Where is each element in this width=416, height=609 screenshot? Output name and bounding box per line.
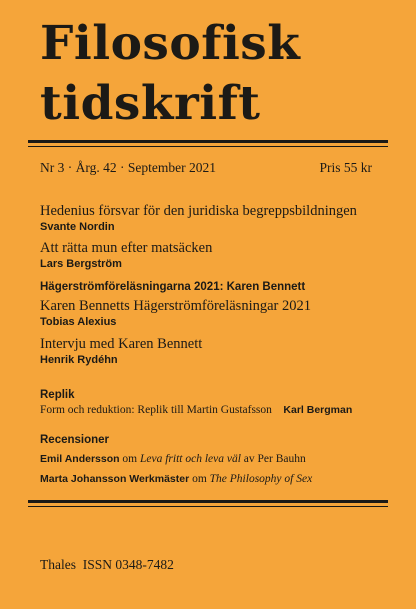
replik-heading: Replik	[40, 389, 75, 401]
review-author: Emil Andersson	[40, 453, 120, 465]
recensioner-section	[40, 434, 109, 446]
article-3	[40, 298, 385, 329]
journal-title-line-1: Filosofisk	[40, 16, 301, 71]
article-2	[40, 240, 385, 271]
review-work: Leva fritt och leva väl	[140, 453, 241, 465]
article-author: Henrik Rydéhn	[40, 354, 118, 366]
article-title: Att rätta mun efter matsäcken	[40, 240, 213, 256]
review-work: The Philosophy of Sex	[209, 473, 313, 485]
review-om: om	[122, 453, 138, 465]
replik-author: Karl Bergman	[283, 404, 353, 416]
article-4	[40, 336, 385, 367]
replik-text: Form och reduktion: Replik till Martin Gustafsson	[40, 404, 272, 416]
bottom-thick-rule	[28, 500, 388, 503]
journal-title-line-2: tidskrift	[40, 76, 261, 131]
article-author: Svante Nordin	[40, 221, 115, 233]
section-heading: Hägerströmföreläsningarna 2021: Karen Bennett	[40, 281, 306, 293]
recensioner-heading: Recensioner	[40, 434, 110, 446]
top-thin-rule	[28, 146, 388, 147]
article-title: Intervju med Karen Bennett	[40, 336, 203, 352]
price: Pris 55 kr	[319, 160, 372, 175]
top-thick-rule	[28, 140, 388, 143]
article-title: Hedenius försvar för den juridiska begreppsbildningen	[40, 203, 357, 219]
review-by: av Per Bauhn	[243, 453, 306, 465]
publisher-issn: Thales ISSN 0348-7482	[40, 557, 174, 572]
review-author: Marta Johansson Werkmäster	[40, 473, 190, 485]
review-entry-1	[40, 453, 306, 465]
review-om: om	[192, 473, 207, 485]
issue-line: Nr 3 · Årg. 42 · September 2021	[40, 160, 216, 175]
article-author: Tobias Alexius	[40, 316, 117, 328]
replik-entry	[40, 404, 352, 416]
article-1	[40, 203, 385, 234]
replik-section	[40, 389, 75, 401]
article-title: Karen Bennetts Hägerströmföreläsningar 2021	[40, 298, 311, 314]
review-entry-2	[40, 473, 312, 485]
article-author: Lars Bergström	[40, 258, 122, 270]
lecture-section-heading	[40, 281, 385, 293]
bottom-thin-rule	[28, 506, 388, 507]
